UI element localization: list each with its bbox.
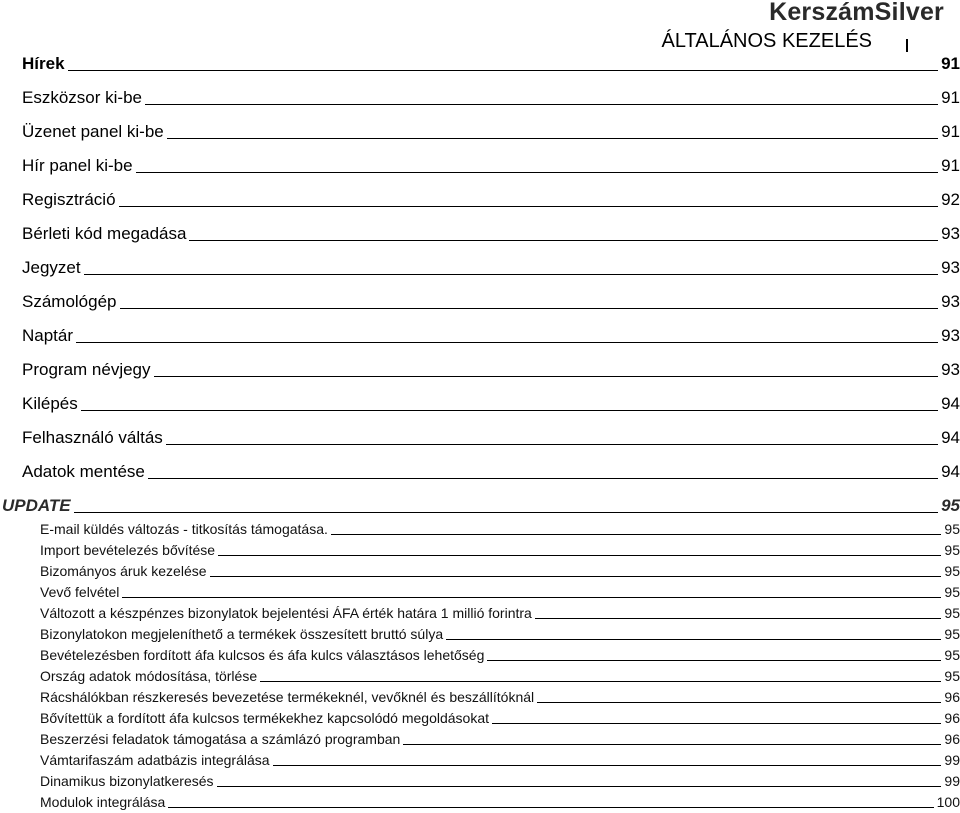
toc-subentry-page: 95 [944, 542, 960, 558]
toc-subentry-page: 95 [944, 521, 960, 537]
toc-leader-line [119, 205, 939, 207]
toc-subentry-page: 95 [944, 605, 960, 621]
toc-leader-line [492, 722, 941, 724]
toc-leader-line [331, 533, 942, 535]
toc-entry[interactable] [22, 186, 960, 210]
toc-subentry-label: Rácshálókban részkeresés bevezetése termékeknél, vevőknél és beszállítóknál [40, 689, 535, 705]
toc-subentry[interactable] [40, 601, 960, 621]
toc-leader-line [122, 596, 941, 598]
toc-subentry-page: 95 [944, 626, 960, 642]
toc-subentry-label: Bővítettük a fordított áfa kulcsos termékekhez kapcsolódó megoldásokat [40, 710, 490, 726]
toc-subentry[interactable] [40, 643, 960, 663]
toc-subentry-label: Ország adatok módosítása, törlése [40, 668, 258, 684]
toc-entry-page: 91 [941, 156, 960, 175]
toc-entry-label: Hír panel ki-be [22, 156, 133, 175]
toc-entry[interactable] [22, 424, 960, 448]
toc-leader-line [148, 477, 938, 479]
toc-entry-label: Számológép [22, 292, 117, 311]
toc-subentry-page: 95 [944, 584, 960, 600]
toc-subentry-label: Beszerzési feladatok támogatása a számlázó programban [40, 731, 401, 747]
toc-entry[interactable] [22, 390, 960, 414]
toc-entry[interactable] [22, 220, 960, 244]
toc-entry-label: Bérleti kód megadása [22, 224, 187, 243]
toc-leader-line [487, 659, 941, 661]
toc-entry-page: 93 [941, 224, 960, 243]
toc-leader-line [273, 764, 942, 766]
toc-entry-label: Üzenet panel ki-be [22, 122, 164, 141]
toc-leader-line [260, 680, 941, 682]
toc-entry[interactable] [22, 458, 960, 482]
toc-subentry[interactable] [40, 790, 960, 810]
toc-entry[interactable] [22, 84, 960, 108]
toc-subentry[interactable] [40, 580, 960, 600]
toc-leader-line [403, 743, 941, 745]
toc-entry-label: Adatok mentése [22, 462, 145, 481]
toc-subentry[interactable] [40, 727, 960, 747]
toc-subentry[interactable] [40, 769, 960, 789]
toc-leader-line [189, 239, 938, 241]
toc-entry-page: 91 [941, 88, 960, 107]
toc-entry-page: 94 [941, 428, 960, 447]
toc-entry-label: Program névjegy [22, 360, 151, 379]
toc-subentry-label: Vámtarifaszám adatbázis integrálása [40, 752, 270, 768]
toc-leader-line [167, 137, 938, 139]
toc-leader-line [535, 617, 942, 619]
toc-subentry-label: Bizományos áruk kezelése [40, 563, 207, 579]
toc-entry-label: Regisztráció [22, 190, 116, 209]
toc-entry[interactable] [22, 152, 960, 176]
toc-leader-line [168, 806, 933, 808]
toc-entry-label: Felhasználó váltás [22, 428, 163, 447]
toc-subentry[interactable] [40, 538, 960, 558]
toc-leader-line [136, 171, 939, 173]
toc-subentry-label: Bizonylatokon megjeleníthető a termékek összesített bruttó súlya [40, 626, 444, 642]
toc-entry-page: 91 [941, 122, 960, 141]
brand-title: KerszámSilver [769, 0, 944, 26]
toc-entry-page: 94 [941, 394, 960, 413]
toc-leader-line [68, 69, 939, 71]
toc-subentry-label: Bevételezésben fordított áfa kulcsos és áfa kulcs választásos lehetőség [40, 647, 485, 663]
toc-subentry[interactable] [40, 622, 960, 642]
toc-leader-line [446, 638, 941, 640]
toc-subentry-label: Modulok integrálása [40, 794, 166, 810]
toc-entry[interactable] [22, 288, 960, 312]
toc-entry[interactable] [22, 118, 960, 142]
toc-subentry[interactable] [40, 685, 960, 705]
toc-entry-label: Hírek [22, 54, 65, 73]
toc-entry[interactable] [22, 356, 960, 380]
toc-leader-line [145, 103, 938, 105]
toc-entry-label: UPDATE [2, 496, 71, 515]
toc-entry-page: 91 [941, 54, 960, 73]
toc-leader-line [74, 511, 938, 513]
toc-leader-line [84, 273, 938, 275]
toc-subentry-page: 96 [944, 689, 960, 705]
toc-entry-label: Naptár [22, 326, 74, 345]
toc-entry-page: 93 [941, 326, 960, 345]
toc-subentry[interactable] [40, 559, 960, 579]
toc-subentry-label: Vevő felvétel [40, 584, 120, 600]
toc-entry[interactable] [22, 50, 960, 74]
toc-leader-line [154, 375, 939, 377]
toc-subentry[interactable] [40, 748, 960, 768]
toc-leader-line [210, 575, 942, 577]
toc-entry-label: Eszközsor ki-be [22, 88, 142, 107]
toc-subentry-label: Dinamikus bizonylatkeresés [40, 773, 214, 789]
toc-subentry-page: 96 [944, 731, 960, 747]
toc-subentry-page: 100 [936, 794, 960, 810]
toc-entry[interactable] [22, 322, 960, 346]
toc-leader-line [537, 701, 941, 703]
toc-subentry-page: 95 [944, 668, 960, 684]
toc-entry-page: 93 [941, 360, 960, 379]
toc-entry-update[interactable] [2, 492, 960, 516]
toc-entry-page: 95 [941, 496, 960, 515]
toc-subentry[interactable] [40, 664, 960, 684]
toc-entry-label: Jegyzet [22, 258, 81, 277]
toc-leader-line [166, 443, 938, 445]
toc-entry-page: 94 [941, 462, 960, 481]
toc-leader-line [217, 785, 942, 787]
toc-leader-line [81, 409, 938, 411]
toc-entry-label: Kilépés [22, 394, 78, 413]
toc-subentry[interactable] [40, 706, 960, 726]
toc-leader-line [120, 307, 939, 309]
toc-entry-page: 92 [941, 190, 960, 209]
toc-subentry-label: Import bevételezés bővítése [40, 542, 216, 558]
section-title: ÁLTALÁNOS KEZELÉS [661, 30, 872, 52]
toc-subentry[interactable] [40, 517, 960, 537]
toc-subentry-page: 99 [944, 752, 960, 768]
toc-subentry-page: 95 [944, 647, 960, 663]
toc-subentry-page: 96 [944, 710, 960, 726]
toc-entry[interactable] [22, 254, 960, 278]
toc-subentry-label: Változott a készpénzes bizonylatok bejelentési ÁFA érték határa 1 millió forintra [40, 605, 532, 621]
toc-subentry-page: 95 [944, 563, 960, 579]
toc-leader-line [218, 554, 941, 556]
toc-entry-page: 93 [941, 258, 960, 277]
toc-entry-page: 93 [941, 292, 960, 311]
toc-leader-line [76, 341, 938, 343]
toc-subentry-page: 99 [944, 773, 960, 789]
toc-subentry-label: E-mail küldés változás - titkosítás támogatása. [40, 521, 328, 537]
